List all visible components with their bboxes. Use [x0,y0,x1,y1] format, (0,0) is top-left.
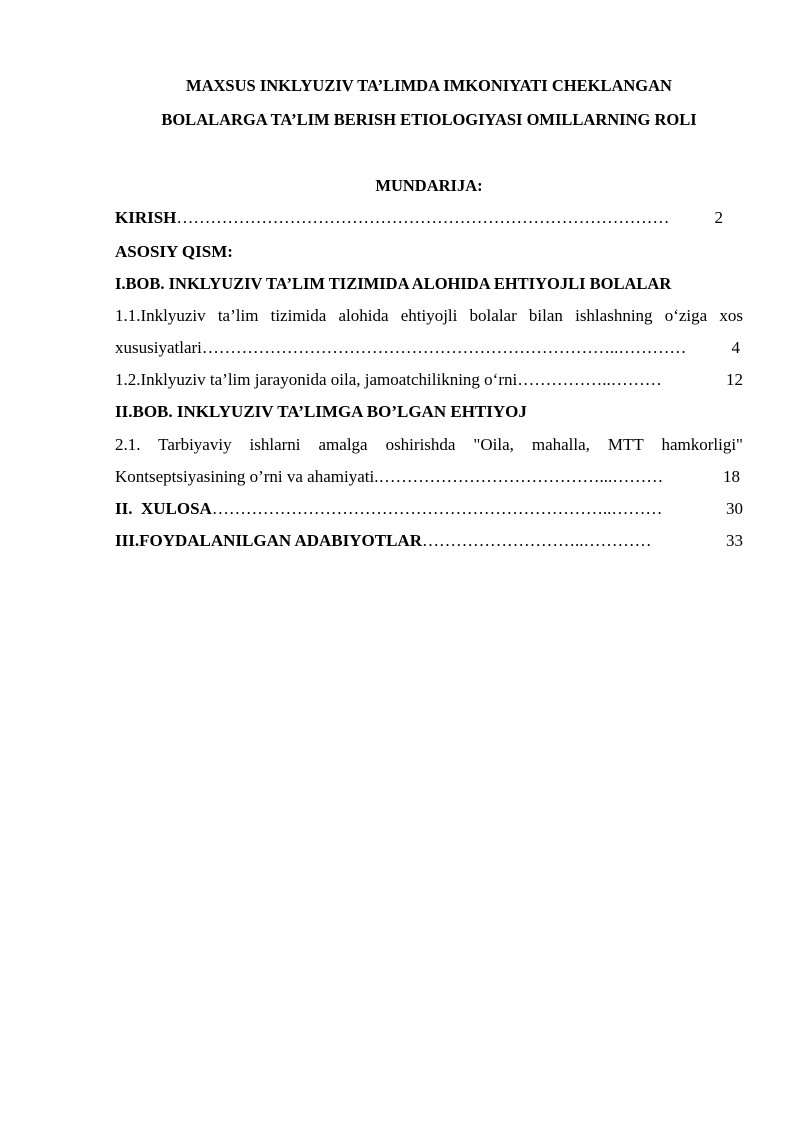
toc-leader-dots: ……………..……… [517,370,662,389]
toc-leader-dots: ………………………..………… [422,531,652,550]
toc-entry-bob-2[interactable]: II.BOB. INKLYUZIV TA’LIMGA BO’LGAN EHTIYOJ [115,402,527,421]
toc-label: KIRISH [115,208,177,227]
toc-label: III.FOYDALANILGAN ADABIYOTLAR [115,531,422,550]
toc-leader-dots: …………………………………………………………………………… [176,208,670,227]
toc-entry-asosiy-qism: ASOSIY QISM: [115,242,233,261]
toc-page-number: 30 [726,499,743,518]
toc-page-number: 33 [726,531,743,550]
toc-entry-xulosa[interactable] [115,499,743,519]
document-title-line-1: MAXSUS INKLYUZIV TA’LIMDA IMKONIYATI CHEKLANGAN [186,76,672,95]
toc-entry-kirish[interactable] [115,208,723,228]
toc-page-number: 12 [726,370,743,389]
toc-label: II. XULOSA [115,499,212,518]
toc-label: 1.2.Inklyuziv ta’lim jarayonida oila, jamoatchilikning o‘rni [115,370,518,389]
toc-label: xususiyatlari [115,338,202,357]
toc-page-number: 18 [723,467,740,486]
toc-entry-1-2[interactable] [115,370,743,390]
toc-entry-1-1-line-2[interactable] [115,338,740,358]
toc-leader-dots: ………………………………………………………………..………… [201,338,687,357]
toc-leader-dots: …………………………………...……… [378,467,664,486]
contents-heading: MUNDARIJA: [375,176,483,195]
toc-page-number: 2 [714,208,723,227]
toc-label: Kontseptsiyasining o’rni va ahamiyati. [115,467,379,486]
toc-entry-adabiyotlar[interactable] [115,531,743,551]
toc-entry-2-1-line-2[interactable] [115,467,740,487]
toc-entry-bob-1[interactable]: I.BOB. INKLYUZIV TA’LIM TIZIMIDA ALOHIDA EHTIYOJLI BOLALAR [115,274,672,293]
toc-leader-dots: ……………………………………………………………..……… [211,499,663,518]
toc-entry-2-1-line-1[interactable]: 2.1. Tarbiyaviy ishlarni amalga oshirishda "Oila, mahalla, MTT hamkorligi" [115,435,743,454]
toc-page-number: 4 [731,338,740,357]
toc-entry-1-1-line-1[interactable]: 1.1.Inklyuziv ta’lim tizimida alohida ehtiyojli bolalar bilan ishlashning o‘ziga xos [115,306,743,325]
document-title-line-2: BOLALARGA TA’LIM BERISH ETIOLOGIYASI OMILLARNING ROLI [161,110,697,129]
